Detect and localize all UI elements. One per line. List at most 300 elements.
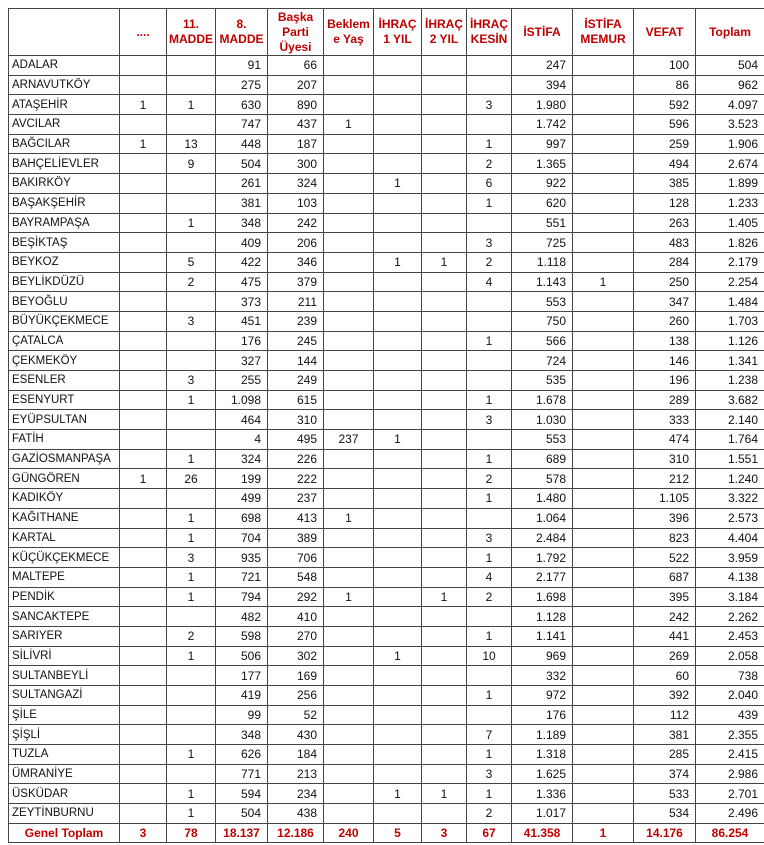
table-cell: 2.453 [696, 626, 764, 646]
table-cell [120, 371, 167, 391]
table-cell: 324 [268, 174, 324, 194]
table-cell: 1 [324, 587, 374, 607]
table-cell: 430 [268, 725, 324, 745]
table-cell: 310 [268, 410, 324, 430]
table-row [9, 449, 764, 469]
table-cell [573, 233, 634, 253]
table-cell: 128 [634, 193, 696, 213]
report-container [8, 8, 764, 843]
district-name: KADIKÖY [9, 489, 120, 509]
table-row [9, 390, 764, 410]
table-cell [120, 626, 167, 646]
table-cell: 100 [634, 56, 696, 76]
table-cell [374, 626, 422, 646]
table-cell [167, 410, 216, 430]
table-cell [374, 666, 422, 686]
table-row [9, 134, 764, 154]
table-cell [324, 646, 374, 666]
table-cell [573, 75, 634, 95]
table-cell [324, 311, 374, 331]
table-cell: 1 [167, 567, 216, 587]
header-cell: İSTİFA [512, 9, 573, 56]
table-cell [422, 213, 467, 233]
table-cell [120, 587, 167, 607]
table-cell [374, 745, 422, 765]
table-cell [324, 134, 374, 154]
table-cell: 4 [467, 272, 512, 292]
table-cell: 1 [167, 646, 216, 666]
district-name: SULTANGAZİ [9, 686, 120, 706]
table-cell [573, 764, 634, 784]
table-cell [167, 489, 216, 509]
table-cell: 4.404 [696, 528, 764, 548]
table-cell [374, 154, 422, 174]
table-cell [324, 371, 374, 391]
table-cell [422, 311, 467, 331]
table-cell [422, 292, 467, 312]
table-cell: 1.405 [696, 213, 764, 233]
table-cell [573, 607, 634, 627]
table-cell: 1.678 [512, 390, 573, 410]
table-row [9, 233, 764, 253]
table-cell [573, 567, 634, 587]
table-cell [120, 666, 167, 686]
table-row [9, 75, 764, 95]
table-cell: 698 [216, 508, 268, 528]
table-cell [324, 331, 374, 351]
table-cell: 239 [268, 311, 324, 331]
table-cell [120, 804, 167, 824]
table-cell: 1 [467, 548, 512, 568]
table-cell: 441 [634, 626, 696, 646]
table-cell: 962 [696, 75, 764, 95]
table-cell [374, 489, 422, 509]
table-cell [120, 410, 167, 430]
table-cell [374, 686, 422, 706]
table-cell: 2 [167, 272, 216, 292]
table-cell [374, 705, 422, 725]
table-row [9, 705, 764, 725]
table-cell: 553 [512, 292, 573, 312]
table-row [9, 528, 764, 548]
table-cell [422, 528, 467, 548]
table-cell [374, 508, 422, 528]
table-cell: 2.496 [696, 804, 764, 824]
table-cell: 522 [634, 548, 696, 568]
table-cell [374, 75, 422, 95]
total-cell: 1 [573, 823, 634, 842]
table-row [9, 174, 764, 194]
table-cell: 1 [120, 134, 167, 154]
table-cell: 3 [167, 548, 216, 568]
table-cell: 275 [216, 75, 268, 95]
table-row [9, 804, 764, 824]
total-cell: 5 [374, 823, 422, 842]
table-cell: 2.701 [696, 784, 764, 804]
table-cell [167, 75, 216, 95]
table-cell [573, 311, 634, 331]
table-cell: 1.341 [696, 351, 764, 371]
table-cell [422, 371, 467, 391]
table-cell [422, 745, 467, 765]
table-cell: 475 [216, 272, 268, 292]
table-cell [374, 804, 422, 824]
table-cell [573, 528, 634, 548]
table-cell: 66 [268, 56, 324, 76]
header-cell: İHRAÇ 1 YIL [374, 9, 422, 56]
table-cell: 332 [512, 666, 573, 686]
table-cell [422, 449, 467, 469]
table-cell [120, 607, 167, 627]
table-cell [467, 371, 512, 391]
table-cell [324, 154, 374, 174]
table-cell [374, 272, 422, 292]
district-name: BEYKOZ [9, 252, 120, 272]
table-cell: 747 [216, 115, 268, 135]
table-cell: 396 [634, 508, 696, 528]
table-cell [120, 193, 167, 213]
table-cell: 3 [467, 764, 512, 784]
table-cell: 1 [167, 508, 216, 528]
table-cell [324, 567, 374, 587]
table-cell [467, 666, 512, 686]
table-cell: 1.189 [512, 725, 573, 745]
table-cell: 212 [634, 469, 696, 489]
table-cell: 1 [167, 804, 216, 824]
table-cell: 213 [268, 764, 324, 784]
district-name: BEYLİKDÜZÜ [9, 272, 120, 292]
district-name: AVCILAR [9, 115, 120, 135]
table-cell [573, 252, 634, 272]
table-cell: 738 [696, 666, 764, 686]
table-cell [573, 705, 634, 725]
table-cell [120, 331, 167, 351]
table-cell: 347 [634, 292, 696, 312]
table-cell [167, 331, 216, 351]
table-cell [120, 725, 167, 745]
table-cell [573, 410, 634, 430]
total-cell: 14.176 [634, 823, 696, 842]
table-cell: 410 [268, 607, 324, 627]
table-cell [573, 56, 634, 76]
district-name: ESENYURT [9, 390, 120, 410]
table-cell [324, 745, 374, 765]
total-cell: 3 [422, 823, 467, 842]
table-cell [167, 607, 216, 627]
district-name: SANCAKTEPE [9, 607, 120, 627]
table-cell: 687 [634, 567, 696, 587]
table-cell [422, 567, 467, 587]
district-name: GAZİOSMANPAŞA [9, 449, 120, 469]
table-cell: 504 [696, 56, 764, 76]
table-cell: 374 [634, 764, 696, 784]
table-cell: 706 [268, 548, 324, 568]
table-cell: 1 [374, 174, 422, 194]
table-cell [120, 311, 167, 331]
table-cell: 1.906 [696, 134, 764, 154]
table-cell: 381 [634, 725, 696, 745]
table-cell [120, 56, 167, 76]
table-cell [374, 449, 422, 469]
table-cell: 1 [467, 331, 512, 351]
table-cell: 504 [216, 804, 268, 824]
table-cell: 392 [634, 686, 696, 706]
table-cell: 1 [167, 449, 216, 469]
district-name: PENDİK [9, 587, 120, 607]
table-cell: 794 [216, 587, 268, 607]
table-cell [324, 626, 374, 646]
table-cell: 4 [467, 567, 512, 587]
table-cell [324, 272, 374, 292]
table-cell: 184 [268, 745, 324, 765]
table-cell: 211 [268, 292, 324, 312]
table-cell: 2 [467, 154, 512, 174]
table-cell [422, 646, 467, 666]
table-cell: 419 [216, 686, 268, 706]
table-cell: 2.254 [696, 272, 764, 292]
table-row [9, 154, 764, 174]
table-cell: 1 [374, 646, 422, 666]
table-cell: 1 [467, 626, 512, 646]
table-cell: 1.336 [512, 784, 573, 804]
table-cell: 348 [216, 213, 268, 233]
table-cell: 2.355 [696, 725, 764, 745]
table-cell: 292 [268, 587, 324, 607]
district-name: ÜMRANİYE [9, 764, 120, 784]
table-cell [374, 56, 422, 76]
table-cell [167, 174, 216, 194]
table-cell: 533 [634, 784, 696, 804]
district-name: SARIYER [9, 626, 120, 646]
table-cell: 250 [634, 272, 696, 292]
table-cell [374, 567, 422, 587]
table-cell [374, 233, 422, 253]
district-name: TUZLA [9, 745, 120, 765]
table-cell [573, 193, 634, 213]
table-cell [573, 115, 634, 135]
district-name: BAHÇELİEVLER [9, 154, 120, 174]
table-cell: 255 [216, 371, 268, 391]
district-name: MALTEPE [9, 567, 120, 587]
table-cell: 413 [268, 508, 324, 528]
table-cell: 270 [268, 626, 324, 646]
table-cell [422, 56, 467, 76]
table-cell: 1.143 [512, 272, 573, 292]
table-cell: 310 [634, 449, 696, 469]
table-cell: 10 [467, 646, 512, 666]
table-cell [324, 705, 374, 725]
table-cell [374, 331, 422, 351]
table-cell: 1.742 [512, 115, 573, 135]
header-district [9, 9, 120, 56]
table-cell: 1.238 [696, 371, 764, 391]
table-row [9, 292, 764, 312]
table-cell [422, 686, 467, 706]
table-cell: 5 [167, 252, 216, 272]
table-cell [573, 626, 634, 646]
table-cell: 222 [268, 469, 324, 489]
table-cell [422, 725, 467, 745]
header-cell: İHRAÇ KESİN [467, 9, 512, 56]
table-cell [467, 430, 512, 450]
table-cell [573, 784, 634, 804]
table-cell [422, 469, 467, 489]
table-cell: 394 [512, 75, 573, 95]
table-cell [167, 115, 216, 135]
table-cell: 379 [268, 272, 324, 292]
table-cell: 548 [268, 567, 324, 587]
table-cell [422, 626, 467, 646]
table-row [9, 311, 764, 331]
table-cell [374, 351, 422, 371]
table-cell: 226 [268, 449, 324, 469]
table-cell [573, 95, 634, 115]
table-cell: 721 [216, 567, 268, 587]
table-cell [573, 646, 634, 666]
table-cell [120, 784, 167, 804]
table-cell: 1.233 [696, 193, 764, 213]
table-cell: 1 [167, 528, 216, 548]
table-row [9, 371, 764, 391]
table-cell [324, 410, 374, 430]
table-cell: 598 [216, 626, 268, 646]
table-cell [422, 272, 467, 292]
table-cell [374, 528, 422, 548]
table-cell [120, 115, 167, 135]
table-cell [167, 233, 216, 253]
district-name: KARTAL [9, 528, 120, 548]
table-cell [573, 390, 634, 410]
table-cell: 630 [216, 95, 268, 115]
table-cell: 439 [696, 705, 764, 725]
table-cell [167, 725, 216, 745]
table-cell [167, 705, 216, 725]
header-cell: .... [120, 9, 167, 56]
table-cell [167, 351, 216, 371]
table-row [9, 115, 764, 135]
table-cell [422, 705, 467, 725]
district-name: BEŞİKTAŞ [9, 233, 120, 253]
table-row [9, 489, 764, 509]
table-cell: 1.030 [512, 410, 573, 430]
table-cell: 1 [324, 508, 374, 528]
table-cell [120, 174, 167, 194]
table-cell [374, 725, 422, 745]
table-cell: 249 [268, 371, 324, 391]
table-cell [120, 745, 167, 765]
table-row [9, 410, 764, 430]
table-cell: 1 [167, 587, 216, 607]
table-cell: 1 [324, 115, 374, 135]
table-cell: 177 [216, 666, 268, 686]
district-name: ÇATALCA [9, 331, 120, 351]
table-cell: 52 [268, 705, 324, 725]
table-cell [374, 607, 422, 627]
table-cell [324, 528, 374, 548]
table-cell [324, 56, 374, 76]
table-cell: 592 [634, 95, 696, 115]
table-cell: 207 [268, 75, 324, 95]
table-cell: 284 [634, 252, 696, 272]
table-cell: 3 [467, 410, 512, 430]
table-cell: 1.017 [512, 804, 573, 824]
table-cell: 389 [268, 528, 324, 548]
table-cell [573, 292, 634, 312]
table-row [9, 784, 764, 804]
district-name: BAŞAKŞEHİR [9, 193, 120, 213]
table-cell: 112 [634, 705, 696, 725]
table-cell [324, 764, 374, 784]
table-cell [422, 154, 467, 174]
table-cell [120, 508, 167, 528]
total-row [9, 823, 764, 842]
table-cell: 1 [467, 193, 512, 213]
table-cell [573, 804, 634, 824]
table-cell [324, 469, 374, 489]
table-cell [374, 115, 422, 135]
table-cell [120, 430, 167, 450]
table-cell: 2.573 [696, 508, 764, 528]
table-cell [120, 567, 167, 587]
table-cell [324, 95, 374, 115]
table-cell: 437 [268, 115, 324, 135]
table-body [9, 56, 764, 824]
table-cell: 1 [167, 213, 216, 233]
table-cell [324, 252, 374, 272]
district-name: ESENLER [9, 371, 120, 391]
table-cell: 3 [167, 311, 216, 331]
table-cell [374, 292, 422, 312]
table-row [9, 469, 764, 489]
table-cell [324, 607, 374, 627]
table-cell: 1 [167, 745, 216, 765]
table-cell: 7 [467, 725, 512, 745]
table-cell: 3.959 [696, 548, 764, 568]
table-cell: 474 [634, 430, 696, 450]
table-cell [120, 75, 167, 95]
table-cell: 438 [268, 804, 324, 824]
table-cell [324, 193, 374, 213]
table-cell [422, 351, 467, 371]
table-cell: 704 [216, 528, 268, 548]
table-cell [120, 272, 167, 292]
table-cell: 1 [422, 587, 467, 607]
table-cell: 1 [120, 95, 167, 115]
table-cell: 1.126 [696, 331, 764, 351]
table-row [9, 764, 764, 784]
table-cell: 333 [634, 410, 696, 430]
table-cell: 3 [167, 371, 216, 391]
table-cell: 324 [216, 449, 268, 469]
table-cell [422, 410, 467, 430]
table-cell: 176 [216, 331, 268, 351]
total-cell: 41.358 [512, 823, 573, 842]
table-cell: 26 [167, 469, 216, 489]
table-cell [120, 646, 167, 666]
table-row [9, 213, 764, 233]
table-cell [422, 430, 467, 450]
table-cell [422, 508, 467, 528]
table-cell: 506 [216, 646, 268, 666]
table-cell: 3.184 [696, 587, 764, 607]
table-cell [120, 705, 167, 725]
table-cell: 60 [634, 666, 696, 686]
table-cell [374, 213, 422, 233]
table-cell: 551 [512, 213, 573, 233]
table-cell: 169 [268, 666, 324, 686]
table-cell: 327 [216, 351, 268, 371]
table-cell [120, 351, 167, 371]
